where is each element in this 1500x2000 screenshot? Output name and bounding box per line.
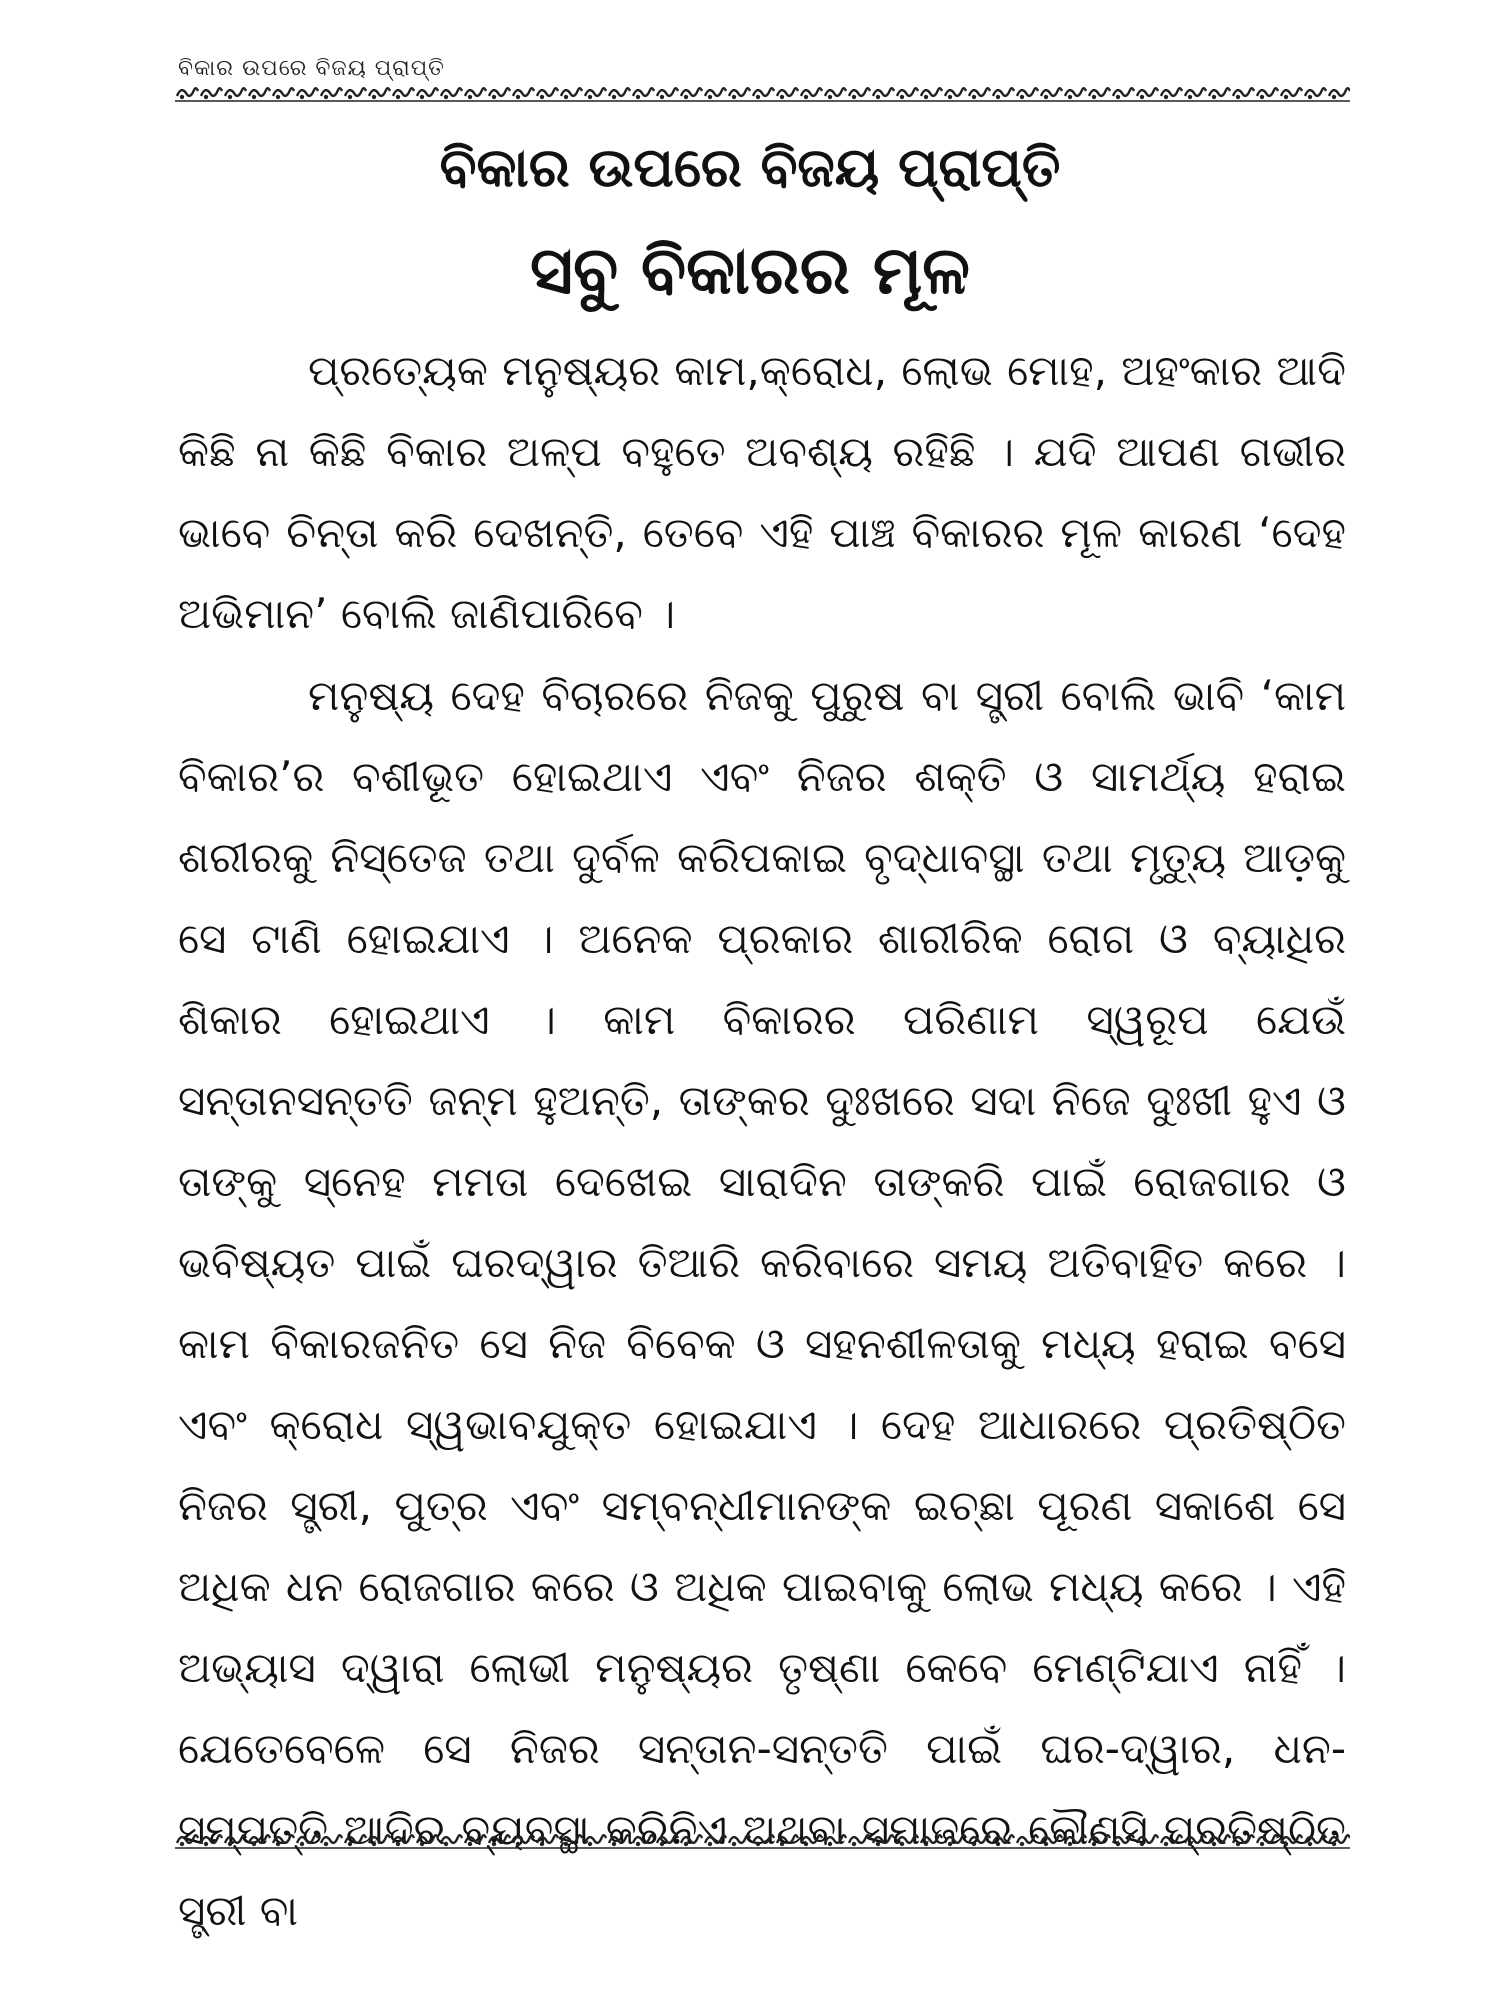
paragraph-2-text: ମନୁଷ୍ୟ ଦେହ ବିଚାରରେ ନିଜକୁ ପୁରୁଷ ବା ସ୍ତ୍ରୀ ବୋଲି ଭାବି ‘କାମ ବିକାର’ର ବଶୀଭୂତ ହୋଇଥାଏ ଏବଂ ନିଜର ଶକ୍ତି ଓ ସାମର୍ଥ୍ୟ ହରାଇ ଶରୀରକୁ ନିସ୍ତେଜ ତଥା ଦୁର୍ବଳ କରିପକାଇ ବୃଦ୍ଧାବସ୍ଥା ତଥା ମୃତ୍ୟୁ ଆଡ଼କୁ ସେ ଟାଣି ହୋଇଯାଏ । ଅନେକ ପ୍ରକାର ଶାରୀରିକ ରୋଗ ଓ ବ୍ୟାଧିର ଶିକାର ହୋଇଥାଏ । କାମ ବିକାରର ପରିଣାମ ସ୍ୱରୂପ ଯେଉଁ ସନ୍ତାନସନ୍ତତି ଜନ୍ମ ହୁଅନ୍ତି, ତାଙ୍କର ଦୁଃଖରେ ସଦା ନିଜେ ଦୁଃଖୀ ହୁଏ ଓ ତାଙ୍କୁ ସ୍ନେହ ମମତା ଦେଖେଇ ସାରାଦିନ ତାଙ୍କରି ପାଇଁ ରୋଜଗାର ଓ ଭବିଷ୍ୟତ ପାଇଁ ଘରଦ୍ୱାର ତିଆରି କରିବାରେ ସମୟ ଅତିବାହିତ କରେ । କାମ ବିକାରଜନିତ ସେ ନିଜ ବିବେକ ଓ ସହନଶୀଳତାକୁ ମଧ୍ୟ ହରାଇ ବସେ ଏବଂ କ୍ରୋଧ ସ୍ୱଭାବଯୁକ୍ତ ହୋଇଯାଏ । ଦେହ ଆଧାରରେ ପ୍ରତିଷ୍ଠିତ ନିଜର ସ୍ତ୍ରୀ, ପୁତ୍ର ଏବଂ ସମ୍ବନ୍ଧୀମାନଙ୍କ ଇଚ୍ଛା ପୂରଣ ସକାଶେ ସେ ଅଧିକ ଧନ ରୋଜଗାର କରେ ଓ ଅଧିକ ପାଇବାକୁ ଲୋଭ ମଧ୍ୟ କରେ । ଏହି ଅଭ୍ୟାସ ଦ୍ୱାରା ଲୋଭୀ ମନୁଷ୍ୟର ତୃଷ୍ଣା କେବେ ମେଣ୍ଟିଯାଏ ନାହିଁ । ଯେତେବେଳେ ସେ ନିଜର ସନ୍ତାନ-ସନ୍ତତି ପାଇଁ ଘର-ଦ୍ୱାର, ଧନ- ସ୍ତ୍ରୀ ବା (178, 671, 1346, 1935)
bottom-ornamental-border (175, 1829, 1350, 1851)
section-heading: ସବୁ ବିକାରର ମୂଳ (530, 232, 970, 309)
paragraph-1 (178, 330, 1346, 654)
paragraph-1-text: ପ୍ରତ୍ୟେକ ମନୁଷ୍ୟର କାମ,କ୍ରୋଧ, ଲୋଭ ମୋହ, ଅହଂକାର ଆଦି କିଛି ନା କିଛି ବିକାର ଅଳ୍ପ ବହୁତେ ଅବଶ୍ୟ ରହିଛି । ଯଦି ଆପଣ ଗଭୀର ଭାବେ ଚିନ୍ତା କରି ଦେଖନ୍ତି, ତେବେ ଏହି ପାଞ୍ଚ ବିକାରର ମୂଳ କାରଣ ‘ଦେହ ଅଭିମାନ’ ବୋଲି ଜାଣିପାରିବେ । (178, 346, 1346, 638)
page-title: ବିକାର ଉପରେ ବିଜୟ ପ୍ରାପ୍ତି (439, 136, 1061, 199)
top-ornamental-border (175, 82, 1350, 104)
running-head: ବିକାର ଉପରେ ବିଜୟ ପ୍ରାପ୍ତି (178, 56, 445, 81)
paragraph-2 (178, 655, 1346, 1951)
